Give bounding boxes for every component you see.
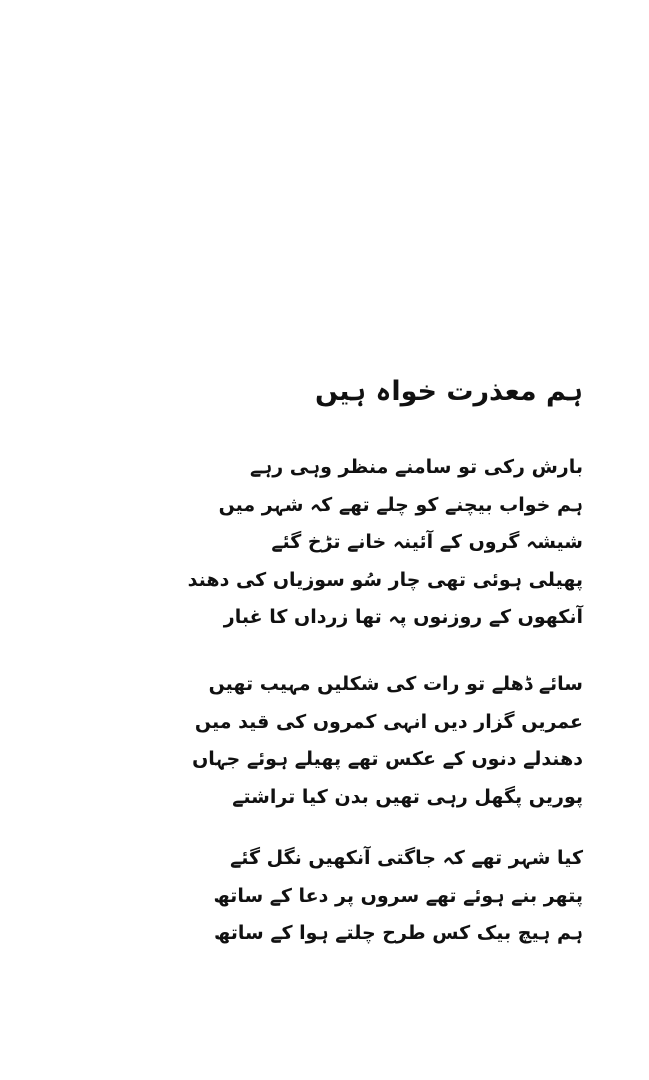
- poem-line: دھندلے دنوں کے عکس تھے پھیلے ہوئے جہاں: [192, 748, 583, 770]
- stanza-2: [143, 666, 583, 816]
- stanza-1: [143, 449, 583, 637]
- poem-line: عمریں گزار دیں انہی کمروں کی قید میں: [194, 710, 583, 733]
- poem-line: پتھر بنے ہوئے تھے سروں پر دعا کے ساتھ: [213, 884, 583, 907]
- poem-line: کیا شہر تھے کہ جاگتی آنکھیں نگل گئے: [230, 847, 583, 869]
- stanza-3: [143, 840, 583, 953]
- poem-line: شیشہ گروں کے آئینہ خانے تڑخ گئے: [271, 531, 583, 553]
- poem-line: ہم ہیچ بیک کس طرح چلتے ہوا کے ساتھ: [214, 922, 583, 944]
- poem-line: آنکھوں کے روزنوں پہ تھا زرداں کا غبار: [223, 606, 583, 628]
- poem-line: پھیلی ہوئی تھی چار سُو سوزیاں کی دھند: [187, 568, 583, 591]
- poem-line: بارش رکی تو سامنے منظر وہی رہے: [249, 456, 583, 478]
- poem-line: ہم خواب بیچنے کو چلے تھے کہ شہر میں: [218, 493, 583, 516]
- poem-line: پوریں پگھل رہی تھیں بدن کیا تراشتے: [232, 785, 583, 808]
- poem-title: ہم معذرت خواہ ہیں: [314, 376, 583, 408]
- poem-line: سائے ڈھلے تو رات کی شکلیں مہیب تھیں: [208, 673, 583, 695]
